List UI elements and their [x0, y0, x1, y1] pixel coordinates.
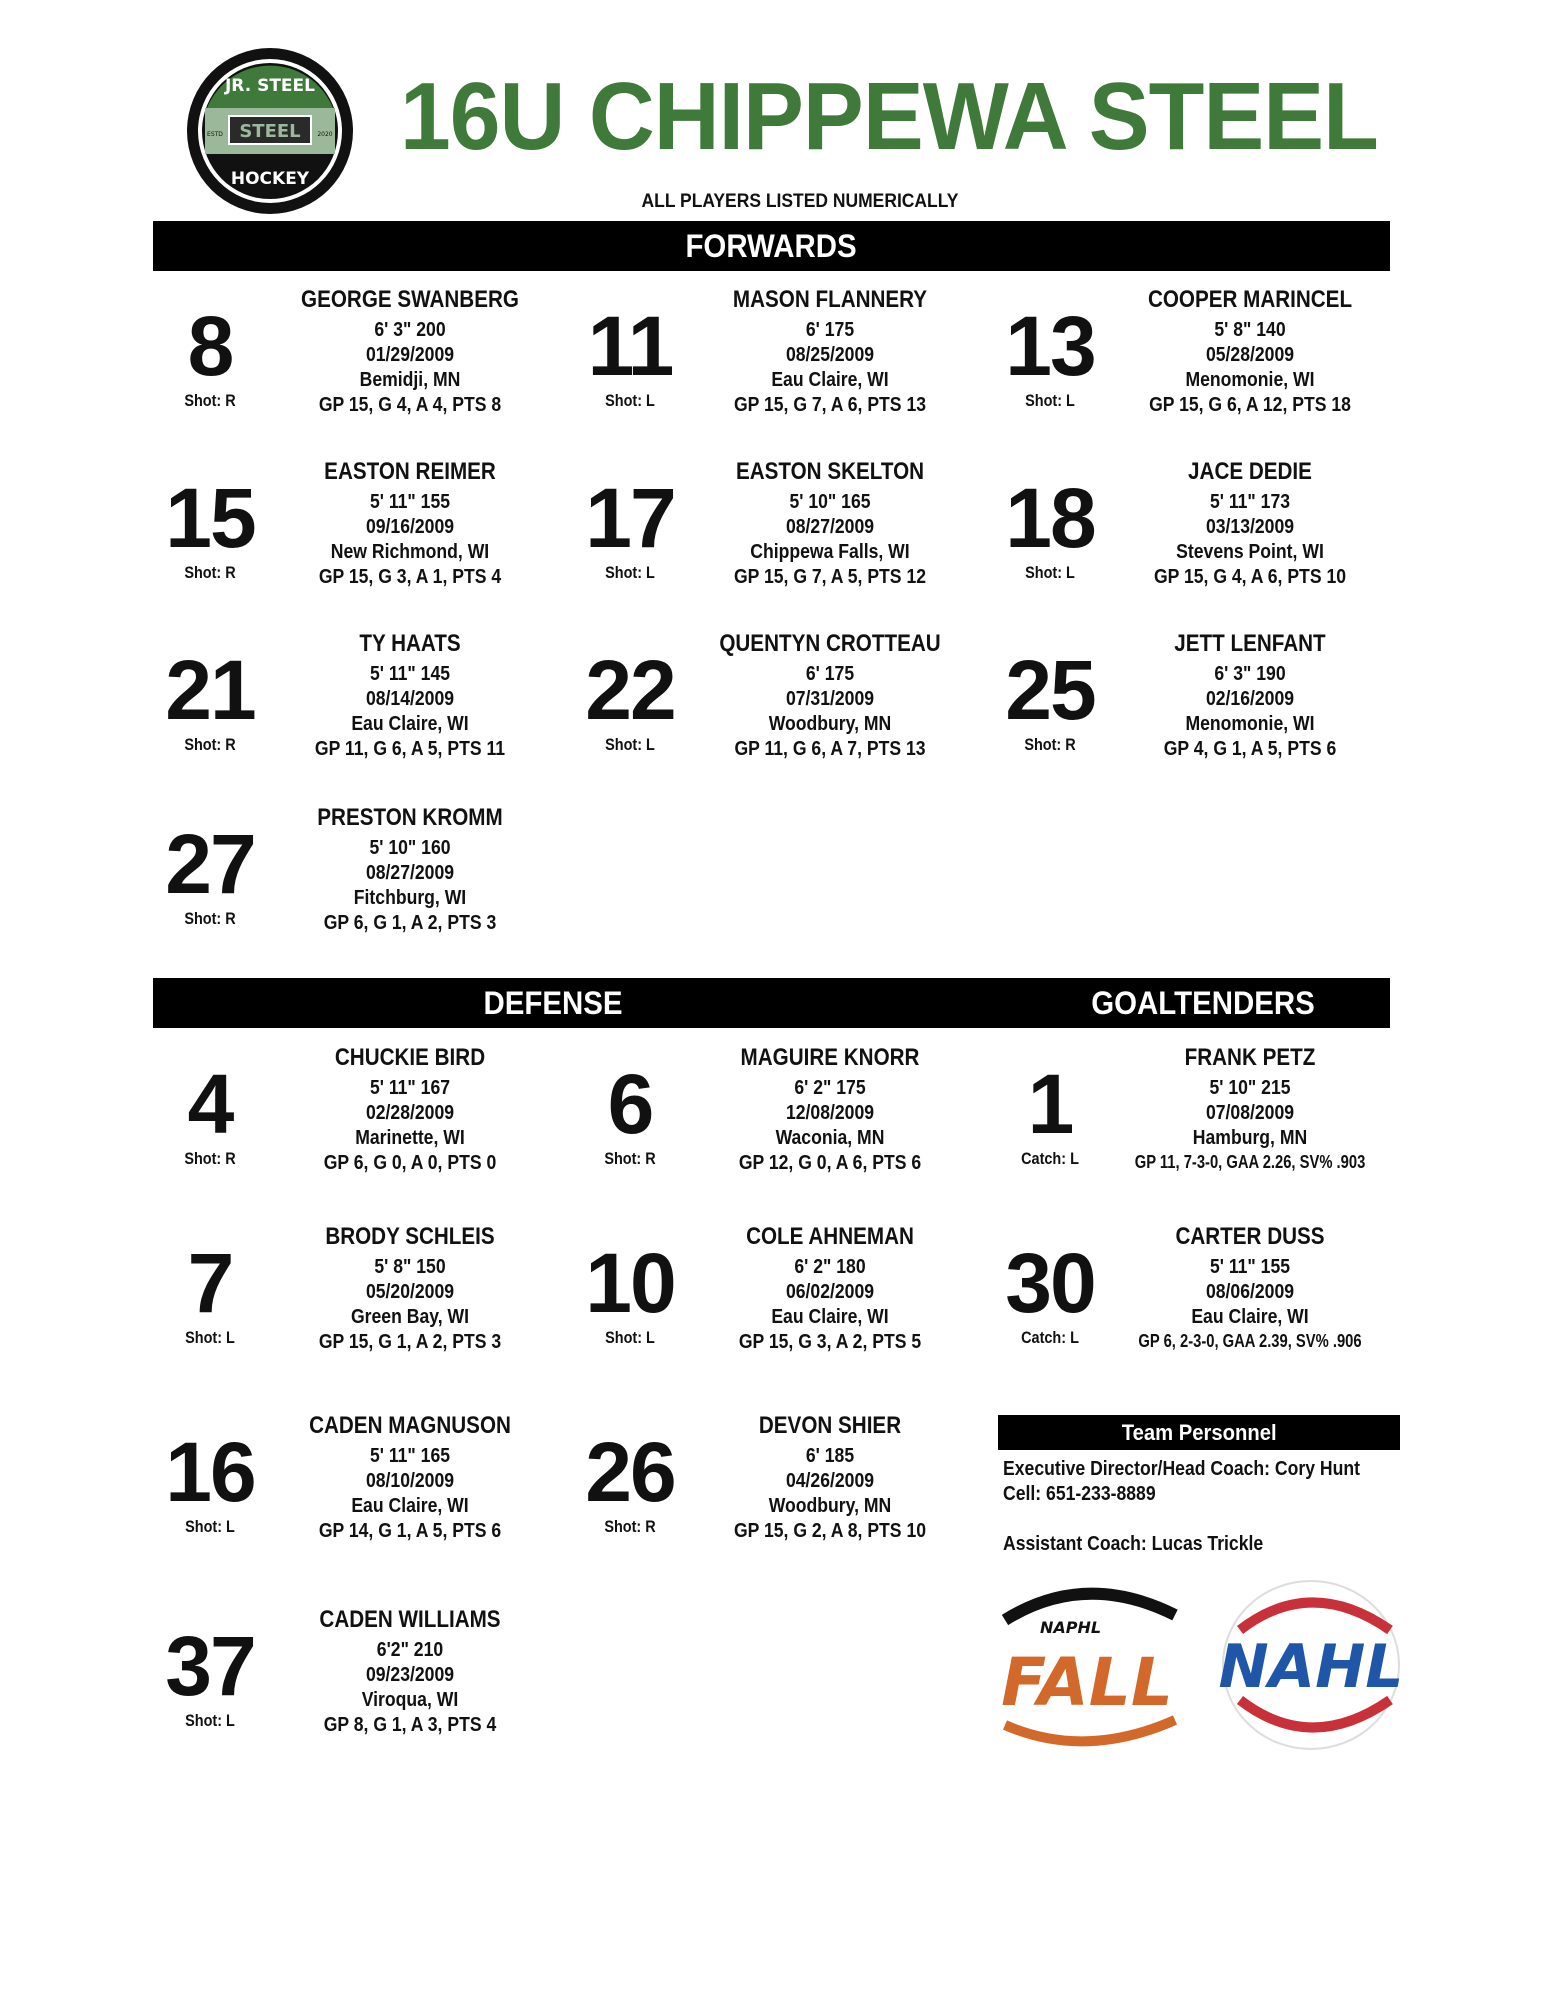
shot-hand: Shot: L: [605, 391, 655, 410]
player-card-cooper-marincel: [990, 286, 1410, 436]
season-stats: GP 6, G 0, A 0, PTS 0: [323, 1152, 497, 1174]
birth-date: 05/20/2009: [365, 1281, 455, 1303]
height-weight: 5' 10" 215: [1209, 1077, 1291, 1099]
player-card-easton-reimer: [150, 458, 570, 608]
height-weight: 5' 10" 165: [789, 491, 871, 513]
hometown: Viroqua, WI: [361, 1689, 459, 1711]
player-card-carter-duss: [990, 1223, 1410, 1373]
player-card-george-swanberg: [150, 286, 570, 436]
jersey-number: 11: [587, 299, 673, 393]
player-name: MAGUIRE KNORR: [740, 1044, 920, 1071]
hometown: Fitchburg, WI: [353, 887, 467, 909]
season-stats: GP 11, G 6, A 5, PTS 11: [314, 738, 506, 760]
season-stats: GP 12, G 0, A 6, PTS 6: [738, 1152, 922, 1174]
birth-date: 08/27/2009: [785, 516, 875, 538]
height-weight: 6' 175: [805, 663, 855, 685]
team-personnel-bar: [998, 1415, 1400, 1450]
shot-hand: Shot: R: [184, 563, 236, 582]
svg-text:ESTD: ESTD: [207, 131, 223, 138]
hometown: Waconia, MN: [775, 1127, 885, 1149]
hometown: New Richmond, WI: [330, 541, 490, 563]
shot-hand: Shot: R: [604, 1149, 656, 1168]
player-name: QUENTYN CROTTEAU: [719, 630, 941, 657]
player-name: BRODY SCHLEIS: [325, 1223, 495, 1250]
jersey-number: 37: [165, 1619, 255, 1713]
player-card-easton-skelton: [570, 458, 990, 608]
shot-hand: Shot: R: [184, 735, 236, 754]
birth-date: 08/25/2009: [785, 344, 875, 366]
season-stats: GP 15, G 3, A 2, PTS 5: [738, 1331, 922, 1353]
height-weight: 5' 8" 150: [374, 1256, 446, 1278]
player-name: PRESTON KROMM: [317, 804, 503, 831]
birth-date: 08/14/2009: [365, 688, 455, 710]
svg-text:2020: 2020: [317, 131, 333, 138]
player-card-brody-schleis: [150, 1223, 570, 1373]
jersey-number: 4: [187, 1057, 233, 1151]
height-weight: 6' 175: [805, 319, 855, 341]
height-weight: 5' 8" 140: [1214, 319, 1286, 341]
jersey-number: 6: [607, 1057, 653, 1151]
season-stats: GP 15, G 1, A 2, PTS 3: [318, 1331, 502, 1353]
birth-date: 07/08/2009: [1205, 1102, 1295, 1124]
shot-hand: Shot: L: [605, 735, 655, 754]
coach-cell-text: Cell: 651-233-8889: [1003, 1483, 1156, 1505]
player-name: MASON FLANNERY: [732, 286, 928, 313]
birth-date: 08/10/2009: [365, 1470, 455, 1492]
jersey-number: 25: [1005, 643, 1095, 737]
forwards-heading: FORWARDS: [685, 228, 858, 264]
shot-hand: Shot: L: [185, 1328, 235, 1347]
birth-date: 02/16/2009: [1205, 688, 1295, 710]
shot-hand: Shot: L: [185, 1517, 235, 1536]
season-stats: GP 15, G 6, A 12, PTS 18: [1149, 394, 1351, 416]
height-weight: 6'2" 210: [376, 1639, 444, 1661]
birth-date: 02/28/2009: [365, 1102, 455, 1124]
hometown: Woodbury, MN: [768, 1495, 892, 1517]
season-stats: GP 11, 7-3-0, GAA 2.26, SV% .903: [1134, 1152, 1366, 1172]
season-stats: GP 14, G 1, A 5, PTS 6: [318, 1520, 502, 1542]
player-name: COOPER MARINCEL: [1147, 286, 1353, 313]
hometown: Green Bay, WI: [350, 1306, 470, 1328]
defense-heading: DEFENSE: [483, 985, 623, 1021]
birth-date: 05/28/2009: [1205, 344, 1295, 366]
birth-date: 03/13/2009: [1205, 516, 1295, 538]
player-card-caden-williams: [150, 1606, 570, 1756]
jersey-number: 16: [165, 1425, 255, 1519]
jersey-number: 21: [165, 643, 255, 737]
height-weight: 5' 11" 165: [369, 1445, 451, 1467]
birth-date: 08/27/2009: [365, 862, 455, 884]
shot-hand: Shot: R: [184, 1149, 236, 1168]
birth-date: 06/02/2009: [785, 1281, 875, 1303]
shot-hand: Shot: R: [184, 909, 236, 928]
shot-hand: Shot: L: [605, 1328, 655, 1347]
player-name: JACE DEDIE: [1188, 458, 1312, 485]
hometown: Stevens Point, WI: [1176, 541, 1324, 563]
season-stats: GP 11, G 6, A 7, PTS 13: [734, 738, 926, 760]
height-weight: 6' 185: [805, 1445, 855, 1467]
defense-goalie-section-bar: [153, 978, 1390, 1028]
jersey-number: 15: [165, 471, 255, 565]
player-card-chuckie-bird: [150, 1044, 570, 1194]
jersey-number: 8: [187, 299, 233, 393]
shot-hand: Shot: R: [1024, 735, 1076, 754]
player-card-preston-kromm: [150, 804, 570, 954]
hometown: Eau Claire, WI: [771, 369, 889, 391]
shot-hand: Shot: R: [604, 1517, 656, 1536]
height-weight: 5' 10" 160: [369, 837, 451, 859]
shot-hand: Shot: L: [1025, 563, 1075, 582]
svg-text:FALL: FALL: [1001, 1644, 1173, 1721]
birth-date: 04/26/2009: [785, 1470, 875, 1492]
birth-date: 12/08/2009: [785, 1102, 875, 1124]
player-card-ty-haats: [150, 630, 570, 780]
svg-text:STEEL: STEEL: [239, 121, 301, 142]
player-card-cole-ahneman: [570, 1223, 990, 1373]
player-card-mason-flannery: [570, 286, 990, 436]
birth-date: 07/31/2009: [785, 688, 875, 710]
height-weight: 5' 11" 145: [369, 663, 451, 685]
hometown: Eau Claire, WI: [1191, 1306, 1309, 1328]
hometown: Menomonie, WI: [1185, 369, 1315, 391]
team-personnel-heading: Team Personnel: [1121, 1420, 1277, 1445]
shot-hand: Shot: L: [185, 1711, 235, 1730]
shot-hand: Catch: L: [1021, 1149, 1079, 1168]
shot-hand: Catch: L: [1021, 1328, 1079, 1347]
hometown: Marinette, WI: [355, 1127, 465, 1149]
player-name: CARTER DUSS: [1175, 1223, 1325, 1250]
season-stats: GP 15, G 7, A 5, PTS 12: [733, 566, 927, 588]
hometown: Hamburg, MN: [1192, 1127, 1308, 1149]
season-stats: GP 6, 2-3-0, GAA 2.39, SV% .906: [1138, 1331, 1362, 1351]
season-stats: GP 4, G 1, A 5, PTS 6: [1163, 738, 1337, 760]
player-name: EASTON REIMER: [324, 458, 496, 485]
player-name: EASTON SKELTON: [735, 458, 925, 485]
hometown: Eau Claire, WI: [771, 1306, 889, 1328]
hometown: Chippewa Falls, WI: [750, 541, 910, 563]
player-card-caden-magnuson: [150, 1412, 570, 1562]
height-weight: 6' 3" 200: [374, 319, 446, 341]
goaltenders-heading: GOALTENDERS: [1091, 985, 1315, 1021]
naphl-fall-logo: [1001, 1594, 1175, 1742]
jersey-number: 10: [585, 1236, 675, 1330]
season-stats: GP 8, G 1, A 3, PTS 4: [323, 1714, 497, 1736]
season-stats: GP 15, G 4, A 6, PTS 10: [1153, 566, 1347, 588]
hometown: Eau Claire, WI: [351, 713, 469, 735]
svg-text:HOCKEY: HOCKEY: [230, 169, 310, 189]
season-stats: GP 15, G 4, A 4, PTS 8: [318, 394, 502, 416]
player-card-frank-petz: [990, 1044, 1410, 1194]
height-weight: 6' 2" 180: [794, 1256, 866, 1278]
hometown: Menomonie, WI: [1185, 713, 1315, 735]
height-weight: 5' 11" 155: [369, 491, 451, 513]
jersey-number: 22: [585, 643, 675, 737]
shot-hand: Shot: L: [1025, 391, 1075, 410]
height-weight: 6' 3" 190: [1214, 663, 1286, 685]
shot-hand: Shot: L: [605, 563, 655, 582]
jersey-number: 13: [1005, 299, 1095, 393]
page-subtitle: ALL PLAYERS LISTED NUMERICALLY: [641, 191, 959, 212]
player-name: CADEN MAGNUSON: [309, 1412, 511, 1439]
player-card-maguire-knorr: [570, 1044, 990, 1194]
player-name: CADEN WILLIAMS: [319, 1606, 501, 1633]
birth-date: 09/16/2009: [365, 516, 455, 538]
svg-text:NAHL: NAHL: [1218, 1632, 1404, 1702]
player-card-jace-dedie: [990, 458, 1410, 608]
player-card-quentyn-crotteau: [570, 630, 990, 780]
season-stats: GP 15, G 7, A 6, PTS 13: [733, 394, 927, 416]
height-weight: 5' 11" 167: [369, 1077, 451, 1099]
svg-text:NAPHL: NAPHL: [1040, 1618, 1102, 1637]
birth-date: 01/29/2009: [365, 344, 455, 366]
player-card-devon-shier: [570, 1412, 990, 1562]
height-weight: 5' 11" 155: [1209, 1256, 1291, 1278]
jr-steel-hockey-logo: [185, 46, 355, 216]
assistant-coach-text: Assistant Coach: Lucas Trickle: [1003, 1533, 1264, 1555]
birth-date: 09/23/2009: [365, 1664, 455, 1686]
player-name: DEVON SHIER: [758, 1412, 902, 1439]
hometown: Woodbury, MN: [768, 713, 892, 735]
nahl-logo: [1218, 1581, 1403, 1749]
player-name: TY HAATS: [359, 630, 461, 657]
head-coach-text: Executive Director/Head Coach: Cory Hunt: [1003, 1458, 1360, 1480]
season-stats: GP 15, G 2, A 8, PTS 10: [733, 1520, 927, 1542]
height-weight: 6' 2" 175: [794, 1077, 866, 1099]
season-stats: GP 6, G 1, A 2, PTS 3: [323, 912, 497, 934]
svg-text:JR. STEEL: JR. STEEL: [224, 76, 316, 96]
player-name: GEORGE SWANBERG: [301, 286, 519, 313]
jersey-number: 26: [585, 1425, 675, 1519]
height-weight: 5' 11" 173: [1209, 491, 1291, 513]
birth-date: 08/06/2009: [1205, 1281, 1295, 1303]
player-card-jett-lenfant: [990, 630, 1410, 780]
shot-hand: Shot: R: [184, 391, 236, 410]
player-name: JETT LENFANT: [1174, 630, 1326, 657]
forwards-section-bar: [153, 221, 1390, 271]
jersey-number: 27: [165, 817, 255, 911]
hometown: Bemidji, MN: [359, 369, 461, 391]
jersey-number: 7: [187, 1236, 233, 1330]
player-name: CHUCKIE BIRD: [334, 1044, 486, 1071]
player-name: COLE AHNEMAN: [746, 1223, 914, 1250]
jersey-number: 17: [585, 471, 675, 565]
jersey-number: 30: [1005, 1236, 1095, 1330]
league-logos: [995, 1575, 1405, 1755]
hometown: Eau Claire, WI: [351, 1495, 469, 1517]
jersey-number: 18: [1005, 471, 1095, 565]
jersey-number: 1: [1027, 1057, 1073, 1151]
player-name: FRANK PETZ: [1184, 1044, 1316, 1071]
season-stats: GP 15, G 3, A 1, PTS 4: [318, 566, 502, 588]
page-title: 16U CHIPPEWA STEEL: [400, 63, 1378, 170]
